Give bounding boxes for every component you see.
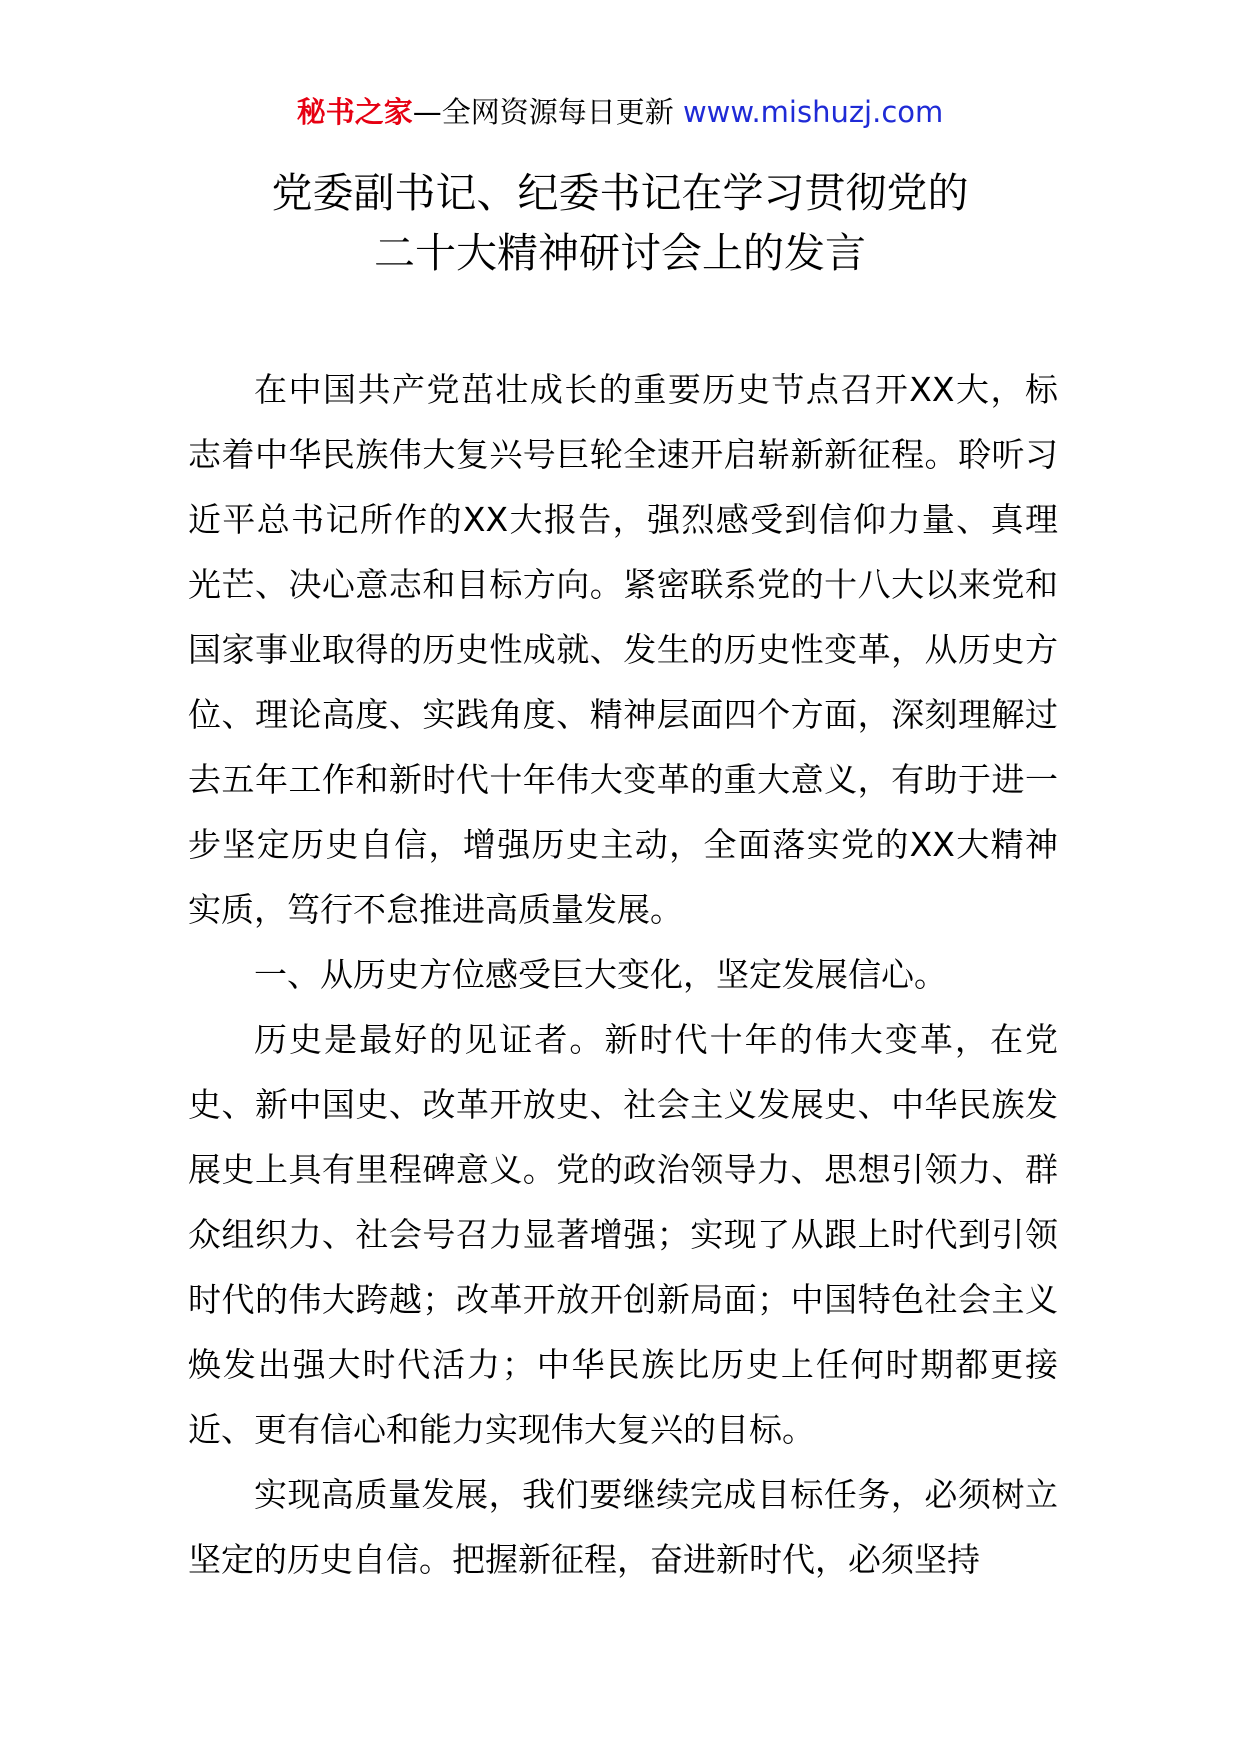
- document-body: [188, 357, 1058, 1592]
- title-line-1: 党委副书记、纪委书记在学习贯彻党的: [271, 169, 969, 217]
- site-banner: [0, 90, 1240, 134]
- site-tagline: —全网资源每日更新: [412, 95, 674, 129]
- paragraph-development: 实现高质量发展，我们要继续完成目标任务，必须树立坚定的历史自信。把握新征程，奋进新时代，必须坚持: [188, 1475, 1058, 1579]
- paragraph-history: 历史是最好的见证者。新时代十年的伟大变革，在党史、新中国史、改革开放史、社会主义发展史、中华民族发展史上具有里程碑意义。党的政治领导力、思想引领力、群众组织力、社会号召力显著增强；实现了从跟上时代到引领时代的伟大跨越；改革开放开创新局面；中国特色社会主义焕发出强大时代活力；中华民族比历史上任何时期都更接近、更有信心和能力实现伟大复兴的目标。: [188, 1020, 1058, 1449]
- document-title: [0, 163, 1240, 283]
- section-heading-1: 一、从历史方位感受巨大变化，坚定发展信心。: [254, 955, 947, 994]
- title-line-2: 二十大精神研讨会上的发言: [374, 229, 866, 277]
- site-brand: 秘书之家: [296, 95, 413, 129]
- paragraph-intro: 在中国共产党茁壮成长的重要历史节点召开XX大，标志着中华民族伟大复兴号巨轮全速开启崭新新征程。聆听习近平总书记所作的XX大报告，强烈感受到信仰力量、真理光芒、决心意志和目标方向。紧密联系党的十八大以来党和国家事业取得的历史性成就、发生的历史性变革，从历史方位、理论高度、实践角度、精神层面四个方面，深刻理解过去五年工作和新时代十年伟大变革的重大意义，有助于进一步坚定历史自信，增强历史主动，全面落实党的XX大精神实质，笃行不怠推进高质量发展。: [188, 370, 1058, 929]
- site-url-link[interactable]: www.mishuzj.com: [682, 95, 944, 129]
